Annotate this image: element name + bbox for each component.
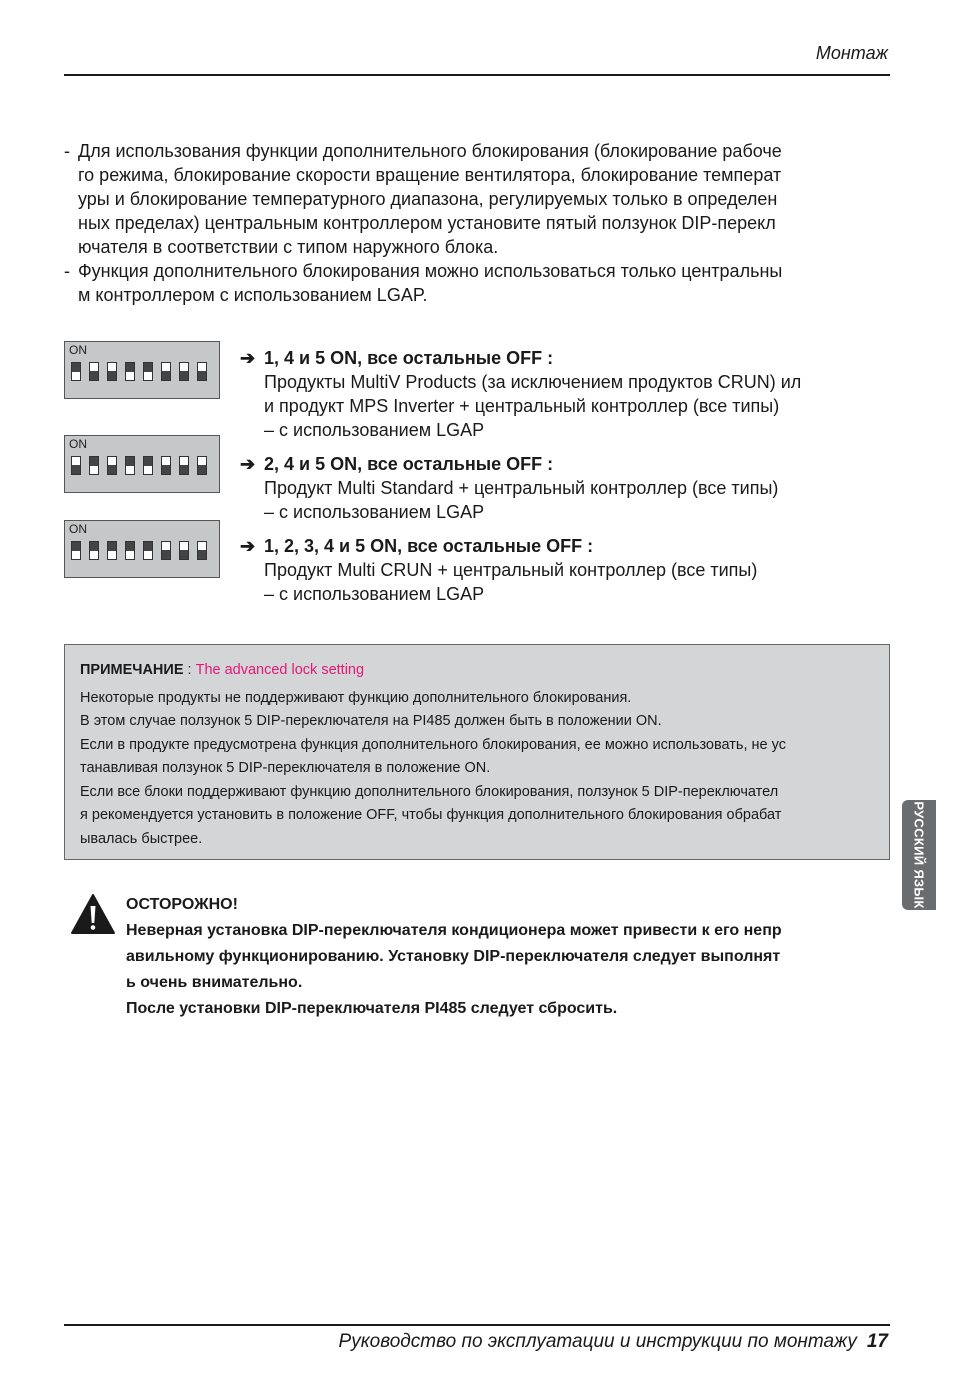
- dip-switch-7: [179, 362, 189, 381]
- language-tab-label: РУССКИЙ ЯЗЫК: [911, 801, 927, 909]
- dip-switch-knob: [162, 550, 170, 559]
- bullet-line: го режима, блокирование скорости вращение вентилятора, блокирование температ: [78, 165, 782, 185]
- caution-line: ь очень внимательно.: [126, 974, 303, 991]
- footer-title: Руководство по эксплуатации и инструкции по монтажу: [338, 1331, 857, 1352]
- warning-triangle-icon: [70, 893, 116, 935]
- note-paragraph: [80, 710, 877, 734]
- dip-switch-2: [89, 456, 99, 475]
- dip-switch-7: [179, 541, 189, 560]
- dip-switch-diagram-2: [64, 435, 220, 493]
- bullet-line: Функция дополнительного блокирования можно использоваться только центральны: [78, 261, 783, 281]
- setting-option-2: [240, 452, 900, 524]
- caution-line: После установки DIP-переключателя PI485 следует сбросить.: [126, 1000, 618, 1017]
- note-paragraph: [80, 781, 877, 852]
- setting-line: и продукт MPS Inverter + центральный контроллер (все типы): [264, 396, 780, 416]
- dip-switch-1: [71, 456, 81, 475]
- dip-switch-knob: [180, 371, 188, 380]
- setting-line: – с использованием LGAP: [264, 420, 485, 440]
- bullet-line: ных пределах) центральным контроллером установите пятый ползунок DIP-перекл: [78, 213, 776, 233]
- dip-on-label: ON: [69, 343, 87, 357]
- bullet-line: м контроллером с использованием LGAP.: [78, 285, 428, 305]
- caution-title: ОСТОРОЖНО!: [126, 896, 238, 913]
- dip-switch-6: [161, 456, 171, 475]
- bullet-dash: -: [64, 141, 70, 161]
- dip-switch-knob: [72, 465, 80, 474]
- dip-switch-knob: [126, 542, 134, 551]
- bullet-line: Для использования функции дополнительного блокирования (блокирование рабоче: [78, 141, 782, 161]
- dip-switch-knob: [198, 465, 206, 474]
- setting-line: Продукт Multi CRUN + центральный контроллер (все типы): [264, 560, 758, 580]
- caution-line: Неверная установка DIP-переключателя кондиционера может привести к его непр: [126, 922, 782, 939]
- dip-switch-knob: [198, 371, 206, 380]
- header-divider: [64, 74, 890, 76]
- setting-heading-text: 2, 4 и 5 ON, все остальные OFF :: [264, 454, 554, 474]
- setting-line: – с использованием LGAP: [264, 502, 485, 522]
- note-line: Если в продукте предусмотрена функция дополнительного блокирования, ее можно использовать, не ус: [80, 736, 786, 753]
- dip-switch-7: [179, 456, 189, 475]
- bullet-line: уры и блокирование температурного диапазона, регулируемых только в определен: [78, 189, 778, 209]
- dip-switch-knob: [144, 363, 152, 372]
- setting-line: Продукт Multi Standard + центральный контроллер (все типы): [264, 478, 779, 498]
- dip-switch-3: [107, 362, 117, 381]
- dip-switch-knob: [126, 363, 134, 372]
- note-paragraph: [80, 734, 877, 781]
- dip-switch-4: [125, 362, 135, 381]
- dip-switch-knob: [108, 371, 116, 380]
- dip-on-label: ON: [69, 437, 87, 451]
- dip-switch-1: [71, 362, 81, 381]
- note-separator: :: [183, 662, 196, 678]
- dip-switch-knob: [90, 457, 98, 466]
- dip-switch-diagram-3: [64, 520, 220, 578]
- arrow-right-icon: ➔: [240, 454, 256, 474]
- bullet-item: [64, 139, 894, 259]
- dip-switch-row: [71, 541, 215, 560]
- note-label: ПРИМЕЧАНИЕ: [80, 662, 184, 678]
- dip-switch-knob: [180, 465, 188, 474]
- arrow-right-icon: ➔: [240, 536, 256, 556]
- dip-switch-knob: [126, 457, 134, 466]
- dip-switch-knob: [108, 465, 116, 474]
- note-line: танавливая ползунок 5 DIP-переключателя в положение ON.: [80, 760, 491, 776]
- note-line: я рекомендуется установить в положение OFF, чтобы функция дополнительного блокирования обрабат: [80, 807, 782, 823]
- setting-option-1: [240, 346, 900, 442]
- dip-switch-2: [89, 362, 99, 381]
- dip-switch-knob: [144, 542, 152, 551]
- dip-switch-knob: [198, 550, 206, 559]
- note-line: В этом случае ползунок 5 DIP-переключателя на PI485 должен быть в положении ON.: [80, 713, 662, 729]
- dip-switch-knob: [108, 542, 116, 551]
- setting-heading-text: 1, 4 и 5 ON, все остальные OFF :: [264, 348, 554, 368]
- dip-switch-knob: [72, 363, 80, 372]
- dip-switch-knob: [180, 550, 188, 559]
- dip-switch-8: [197, 541, 207, 560]
- dip-switch-4: [125, 541, 135, 560]
- dip-switch-knob: [162, 371, 170, 380]
- bullet-item: [64, 259, 894, 307]
- setting-line: – с использованием LGAP: [264, 584, 485, 604]
- dip-switch-knob: [162, 465, 170, 474]
- section-title: Монтаж: [815, 43, 888, 63]
- dip-switch-1: [71, 541, 81, 560]
- dip-on-label: ON: [69, 522, 87, 536]
- caution-block: [126, 892, 896, 1022]
- intro-text: [64, 139, 894, 307]
- note-line: Некоторые продукты не поддерживают функцию дополнительного блокирования.: [80, 689, 632, 706]
- setting-heading-text: 1, 2, 3, 4 и 5 ON, все остальные OFF :: [264, 536, 594, 556]
- caution-line: авильному функционированию. Установку DIP-переключателя следует выполнят: [126, 948, 781, 965]
- bullet-line: ючателя в соответствии с типом наружного блока.: [78, 237, 499, 257]
- dip-switch-diagram-1: [64, 341, 220, 399]
- dip-switch-2: [89, 541, 99, 560]
- dip-switch-row: [71, 456, 215, 475]
- arrow-right-icon: ➔: [240, 348, 256, 368]
- dip-switch-6: [161, 362, 171, 381]
- dip-switch-knob: [90, 371, 98, 380]
- dip-switch-5: [143, 456, 153, 475]
- bullet-dash: -: [64, 261, 70, 281]
- note-paragraph: [80, 687, 877, 711]
- setting-option-3: [240, 534, 900, 606]
- footer: [339, 1331, 888, 1353]
- page-number: 17: [866, 1331, 888, 1352]
- dip-switch-knob: [144, 457, 152, 466]
- dip-switch-5: [143, 541, 153, 560]
- note-title: [80, 659, 877, 683]
- dip-switch-4: [125, 456, 135, 475]
- dip-switch-knob: [72, 542, 80, 551]
- language-tab: [902, 800, 936, 910]
- dip-switch-3: [107, 541, 117, 560]
- dip-switch-knob: [90, 542, 98, 551]
- note-line: Если все блоки поддерживают функцию дополнительного блокирования, ползунок 5 DIP-переключател: [80, 783, 779, 800]
- setting-heading: [240, 346, 900, 370]
- setting-line: Продукты MultiV Products (за исключением продуктов CRUN) ил: [264, 372, 802, 392]
- dip-switch-8: [197, 362, 207, 381]
- note-subtitle: The advanced lock setting: [195, 662, 365, 678]
- dip-switch-5: [143, 362, 153, 381]
- dip-switch-6: [161, 541, 171, 560]
- setting-heading: [240, 452, 900, 476]
- dip-switch-row: [71, 362, 215, 381]
- dip-switch-3: [107, 456, 117, 475]
- setting-heading: [240, 534, 900, 558]
- footer-divider: [64, 1324, 890, 1326]
- dip-switch-8: [197, 456, 207, 475]
- note-line: ывалась быстрее.: [80, 830, 203, 847]
- note-box: [64, 644, 890, 860]
